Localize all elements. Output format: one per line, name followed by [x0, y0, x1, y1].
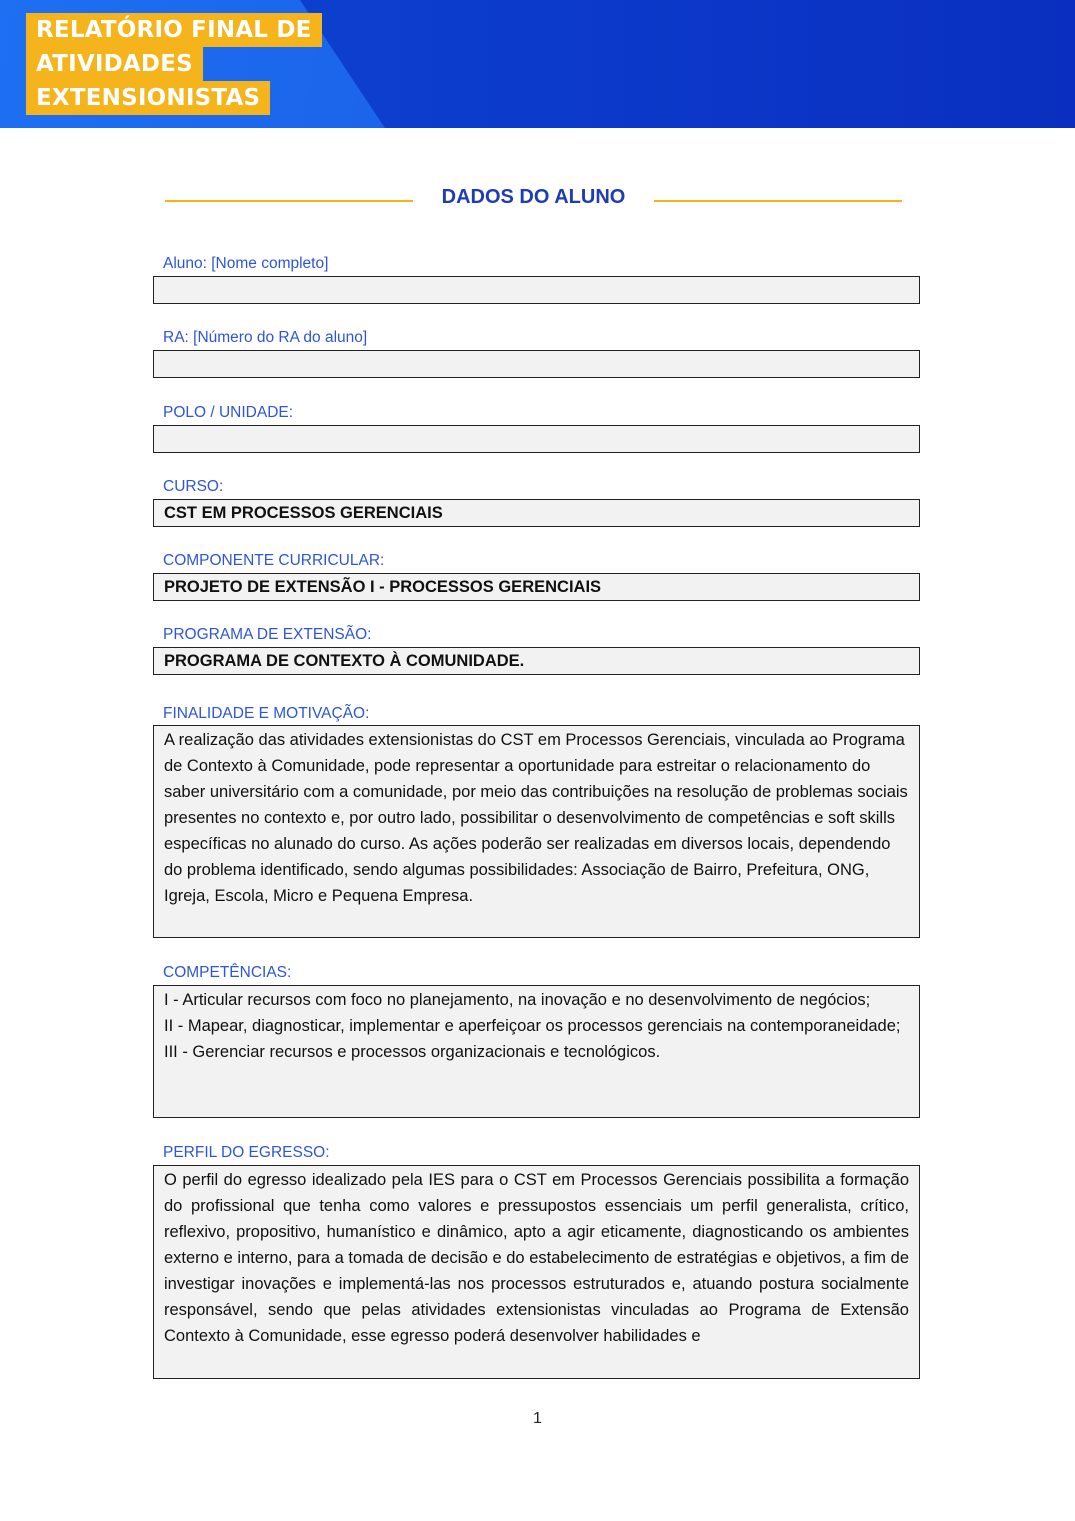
componente-value: PROJETO DE EXTENSÃO I - PROCESSOS GERENCIAIS	[164, 578, 602, 596]
competencias-label: COMPETÊNCIAS:	[163, 964, 292, 981]
finalidade-label: FINALIDADE E MOTIVAÇÃO:	[163, 705, 370, 722]
section-title: DADOS DO ALUNO	[441, 186, 626, 208]
curso-label: CURSO:	[163, 478, 224, 495]
ra-value	[154, 351, 919, 355]
curso-field	[153, 499, 920, 527]
header-banner	[0, 0, 1075, 128]
competencia-item-2: II - Mapear, diagnosticar, implementar e aperfeiçoar os processos gerenciais na contemporaneidade;	[164, 1017, 901, 1035]
finalidade-box	[153, 725, 920, 938]
aluno-field[interactable]	[153, 276, 920, 304]
competencias-box	[153, 985, 920, 1118]
perfil-label: PERFIL DO EGRESSO:	[163, 1144, 330, 1161]
programa-field	[153, 647, 920, 675]
componente-label: COMPONENTE CURRICULAR:	[163, 552, 385, 569]
curso-value: CST EM PROCESSOS GERENCIAIS	[164, 504, 443, 522]
perfil-box	[153, 1165, 920, 1379]
perfil-text: O perfil do egresso idealizado pela IES para o CST em Processos Gerenciais possibilita a formação do profissional que tenha como valores e pressupostos essenciais um perfil generalista, crítico, reflexivo, propositivo, humanístico e dinâmico, apto a agir eticamente, diagnosticando os ambientes externo e interno, para a tomada de decisão e do estabelecimento de estratégias e objetivos, a fim de investigar inovações e implementá-las nos processos estruturados e, atuando postura socialmente responsável, sendo que pelas atividades extensionistas vinculadas ao Programa de Extensão Contexto à Comunidade, esse egresso poderá desenvolver habilidades e	[164, 1171, 909, 1345]
heading-rule-right	[654, 200, 902, 202]
ra-label: RA: [Número do RA do aluno]	[163, 329, 368, 346]
polo-label: POLO / UNIDADE:	[163, 404, 294, 421]
report-title-line-3: EXTENSIONISTAS	[26, 81, 270, 115]
ra-field[interactable]	[153, 350, 920, 378]
programa-value: PROGRAMA DE CONTEXTO À COMUNIDADE.	[164, 652, 525, 670]
page-number: 1	[533, 1410, 542, 1427]
polo-field[interactable]	[153, 425, 920, 453]
aluno-label: Aluno: [Nome completo]	[163, 255, 329, 272]
programa-label: PROGRAMA DE EXTENSÃO:	[163, 626, 372, 643]
aluno-value	[154, 277, 919, 281]
componente-field	[153, 573, 920, 601]
polo-value	[154, 426, 919, 430]
competencia-item-3: III - Gerenciar recursos e processos organizacionais e tecnológicos.	[164, 1043, 661, 1061]
report-title-line-1: RELATÓRIO FINAL DE	[26, 13, 322, 47]
competencia-item-1: I - Articular recursos com foco no planejamento, na inovação e no desenvolvimento de negócios;	[164, 991, 871, 1009]
report-title-line-2: ATIVIDADES	[26, 47, 203, 81]
finalidade-text: A realização das atividades extensionistas do CST em Processos Gerenciais, vinculada ao Programa de Contexto à Comunidade, pode representar a oportunidade para estreitar o relacionamento do saber universitário com a comunidade, por meio das contribuições na resolução de problemas sociais presentes no contexto e, por outro lado, possibilitar o desenvolvimento de competências e soft skills específicas no alunado do curso. As ações poderão ser realizadas em diversos locais, dependendo do problema identificado, sendo algumas possibilidades: Associação de Bairro, Prefeitura, ONG, Igreja, Escola, Micro e Pequena Empresa.	[164, 731, 908, 905]
section-heading	[165, 182, 902, 218]
